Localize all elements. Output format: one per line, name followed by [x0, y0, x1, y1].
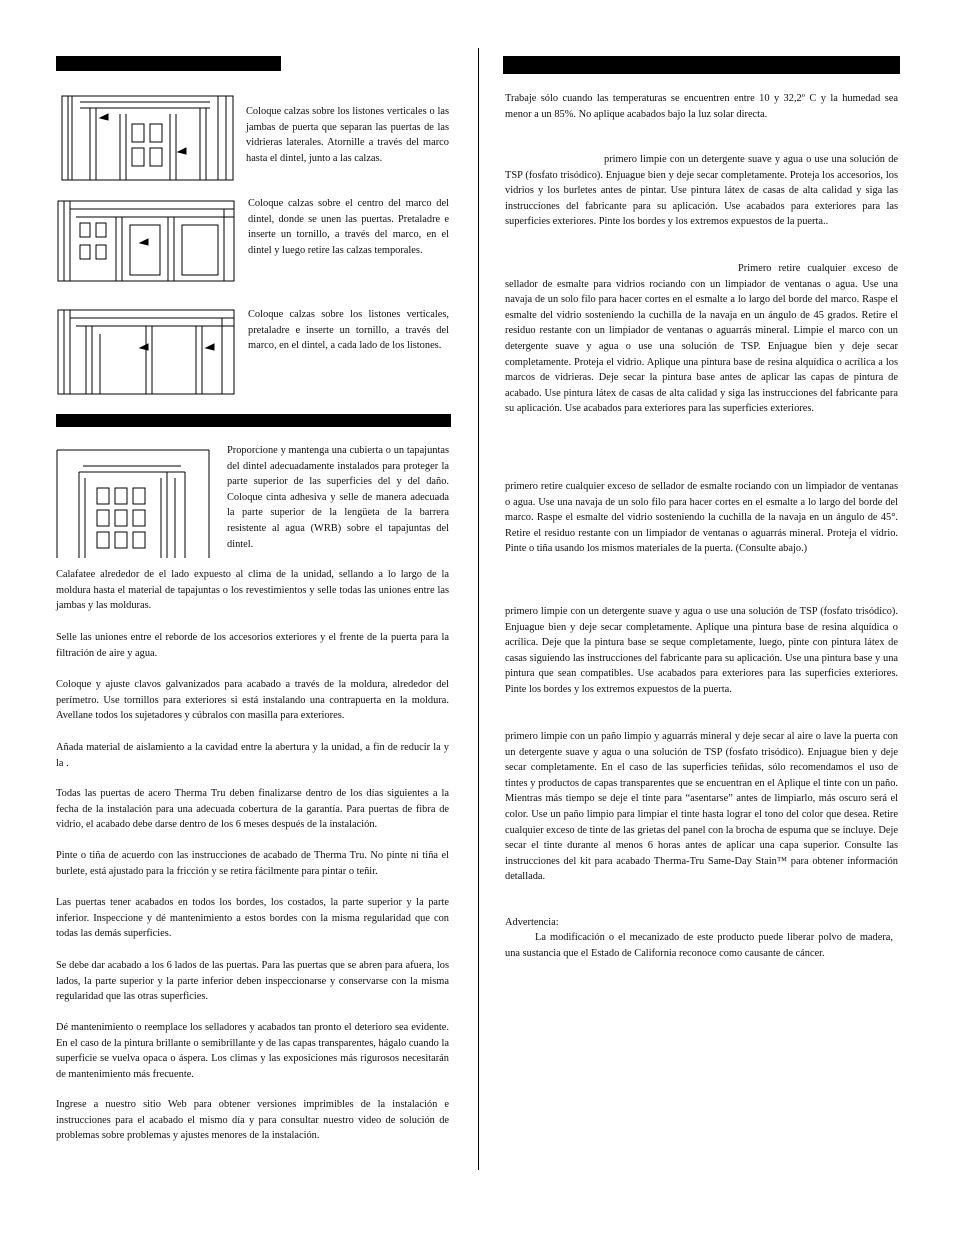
- left-paragraph-8: Se debe dar acabado a los 6 lados de las puertas. Para las puertas que se abren para afuera, los lados, la parte superior y la parte inferior deben inspeccionarse y conservarse con la misma regularidad que las otras superficies.: [56, 960, 449, 1003]
- figure-3-caption: Coloque calzas sobre los listones verticales, pretaladre e inserte un tornillo, a través del marco, en el dintel, a cada lado de los listones.: [248, 309, 449, 352]
- figure-1-caption: Coloque calzas sobre los listones verticales o las jambas de puerta que separan las puertas de las vidrieras laterales. Atornille a través del marco hasta el dintel, junto a las calzas.: [246, 106, 449, 164]
- right-paragraph-2: primero limpie con un detergente suave y agua o use una solución de TSP (fosfato trisódico). Enjuague bien y deje secar completamente. Proteja los accesorios, los vidrios y los burletes antes de pintar. Use pintura látex de casas de alta calidad y siga las instrucciones del fabricante para su aplicación. Use acabados para exteriores para las superficies exteriores. Pinte los bordes y los extremos expuestos de la puerta..: [505, 154, 898, 228]
- door-trim-figure: [55, 448, 215, 560]
- right-paragraph-4: primero retire cualquier exceso de sellador de esmalte rociando con un limpiador de ventanas o agua. Use una navaja de un solo filo para hacer cortes en el esmalte a lo largo del borde del marco. Raspe el esmalte del vidrio sosteniendo la cuchilla de la navaja en un ángulo de 45°. Retire el residuo restante con un limpiador de ventanas o aguarrás mineral. Proteja el vidrio. Pinte o tiña usando los mismos materiales de la puerta. (Consulte abajo.): [505, 481, 898, 555]
- left-paragraph-4: Añada material de aislamiento a la cavidad entre la abertura y la unidad, a fin de reducir la y la .: [56, 742, 449, 769]
- right-paragraph-1: Trabaje sólo cuando las temperaturas se encuentren entre 10 y 32,2º C y la humedad sea menor a un 85%. No aplique acabados bajo la luz solar directa.: [505, 93, 898, 120]
- warning-text: La modificación o el mecanizado de este producto puede liberar polvo de madera, una sustancia que el Estado de California reconoce como causante de cáncer.: [505, 932, 893, 959]
- left-paragraph-3: Coloque y ajuste clavos galvanizados para acabado a través de la moldura, alrededor del perímetro. Use tornillos para exteriores si está instalando una contrapuerta en la moldura. Avellane todos los sujetadores y cúbralos con masilla para exteriores.: [56, 679, 449, 722]
- left-paragraph-6: Pinte o tiña de acuerdo con las instrucciones de acabado de Therma Tru. No pinte ni tiña el burlete, está ajustado para la fricción y se retira fácilmente para pintar o teñir.: [56, 850, 449, 877]
- right-paragraph-3: Primero retire cualquier exceso de sellador de esmalte para vidrios rociando con un limpiador de ventanas o agua. Use una navaja de un solo filo para hacer cortes en el esmalte a lo largo del borde del marco. Raspe el esmalte del vidrio sosteniendo la cuchilla de la navaja en un ángulo de 45 grados. Retire el residuo restante con un limpiador de ventanas o aguarrás mineral. Limpie el marco con un detergente suave y agua o use una solución de TSP. Enjuague bien y deje secar completamente. Proteja el vidrio. Aplique una pintura base de resina alquídica o acrílica a los marcos de vidrieras. Deje secar la pintura base antes de aplicar las capas de pintura de acabado. Use pintura látex de casas de alta calidad y siga las instrucciones del fabricante para su aplicación. Use acabados para exteriores para las superficies exteriores.: [505, 263, 898, 415]
- section-header-bar-trim: [56, 414, 451, 427]
- right-paragraph-6: primero limpie con un paño limpio y aguarrás mineral y deje secar al aire o lave la puerta con un detergente suave y agua o una solución de TSP (fosfato trisódico). Enjuague bien y deje secar completamente. En el caso de las superficies teñidas, sólo recomendamos el uso de tintes y productos de capas transparentes que se encuentran en el Aplique el tinte con un paño. Mientras más tiempo se deje el tinte para “asentarse” antes de limpiarlo, más oscuro será el color. Use un paño limpio para limpiar el tinte hasta lograr el tono del color que desea. Retire cualquier exceso de tinte de las grietas del panel con la brocha de espuma que se incluye. Deje secar el tinte durante al menos 6 horas antes de aplicar una capa superior. Consulte las instrucciones del kit para acabado Therma-Tru Same-Day Stain™ para obtener información detallada.: [505, 731, 898, 883]
- left-paragraph-7: Las puertas tener acabados en todos los bordes, los costados, la parte superior y la parte inferior. Inspeccione y dé mantenimiento a estos bordes con la misma regularidad que con todas las demás superficies.: [56, 897, 449, 940]
- warning-label: Advertencia:: [505, 917, 559, 928]
- door-frame-figure-1: [60, 94, 235, 182]
- figure-2-caption: Coloque calzas sobre el centro del marco del dintel, donde se unen las puertas. Pretaladre e inserte un tornillo, a través del marco, en el dintel y luego retire las calzas temporales.: [248, 198, 449, 256]
- left-paragraph-2: Selle las uniones entre el reborde de los accesorios exteriores y el frente de la puerta para la filtración de aire y agua.: [56, 632, 449, 659]
- column-divider: [478, 48, 479, 1170]
- left-paragraph-1: Calafatee alrededor de el lado expuesto al clima de la unidad, sellando a lo largo de la moldura hasta el material de tapajuntas o los revestimientos y selle todas las uniones entre las jambas y las molduras.: [56, 569, 449, 612]
- left-paragraph-5: Todas las puertas de acero Therma Tru deben finalizarse dentro de los días siguientes a la fecha de la instalación para una adecuada cobertura de la garantía. Para puertas de fibra de vidrio, el acabado debe darse dentro de los 6 meses después de la instalación.: [56, 788, 449, 831]
- door-frame-figure-2: [56, 199, 236, 283]
- door-frame-figure-3: [56, 308, 236, 396]
- figure-4-caption: Proporcione y mantenga una cubierta o un tapajuntas del dintel adecuadamente instalados para proteger la parte superior de las superficies del y del daño. Coloque cinta adhesiva y selle de manera adecuada la parte superior de la lengüeta de la barrera resistente al agua (WRB) sobre el tapajuntas del dintel.: [227, 445, 449, 550]
- right-paragraph-5: primero limpie con un detergente suave y agua o use una solución de TSP (fosfato trisódico). Enjuague bien y deje secar completamente. Aplique una pintura base de resina alquídica o acrílica. Deje que la pintura base se seque completamente, luego, pinte con pintura látex de casas siguiendo las instrucciones del fabricante para su aplicación. Use una pintura base y una pintura que sean compatibles. Use acabados para exteriores para las superficies exteriores. Pinte los bordes y los extremos expuestos de la puerta.: [505, 606, 898, 695]
- section-header-bar-installation: [56, 56, 281, 71]
- section-header-bar-finishing: [503, 56, 900, 74]
- left-paragraph-9: Dé mantenimiento o reemplace los selladores y acabados tan pronto el deterioro sea evidente. En el caso de la pintura brillante o semibrillante y de las capas transparentes, hágalo cuando la superficie se vuelva opaca o áspera. Los climas y las exposiciones más rigurosos necesitarán de mantenimiento más frecuente.: [56, 1022, 449, 1080]
- left-paragraph-10: Ingrese a nuestro sitio Web para obtener versiones imprimibles de la instalación e instrucciones para el acabado el mismo día y para consultar nuestro video de solución de problemas sobre problemas y ajustes menores de la instalación.: [56, 1099, 449, 1142]
